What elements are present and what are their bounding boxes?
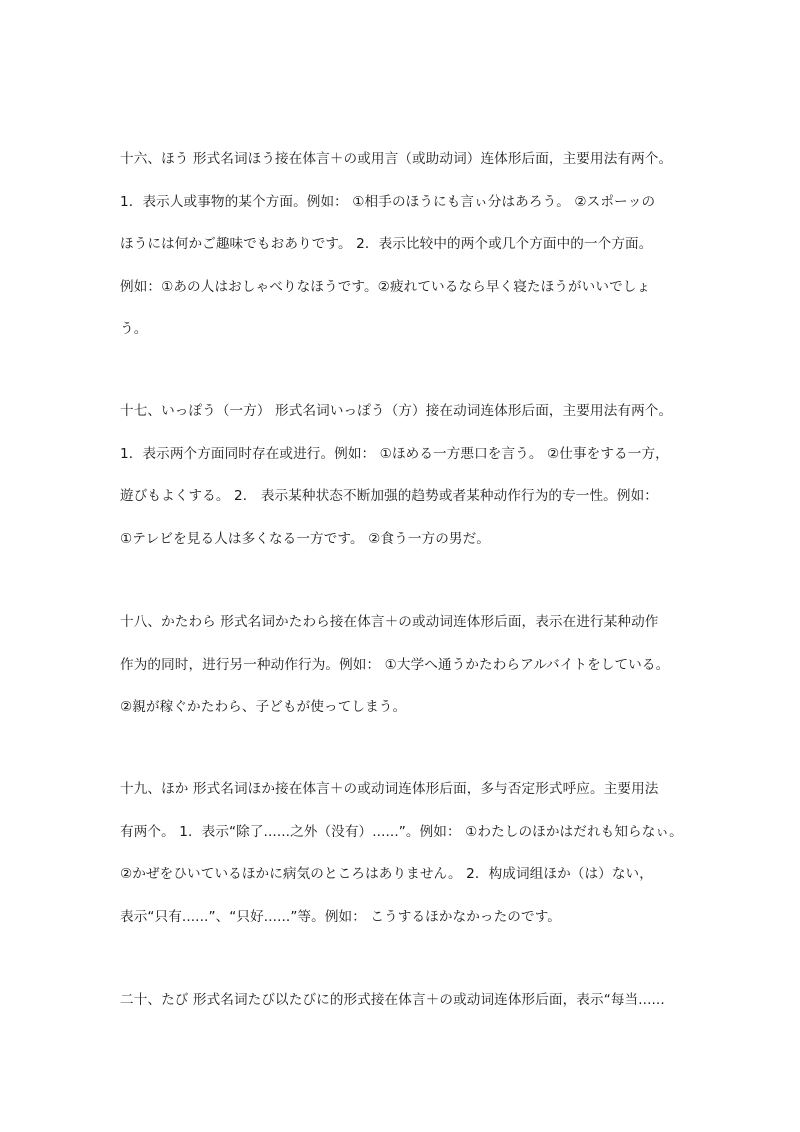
section-16-text-line: 例如：①あの人はおしゃべりなほうです。②疲れているなら早く寝たほうがいいでしょ: [120, 278, 651, 295]
section-19-text-line: 有两个。 1．表示“除了......之外（没有）......”。例如： ①わたしのほかはだれも知らなぃ。: [120, 823, 683, 840]
section-19-text-line: ②かぜをひいているほかに病気のところはありません。 2．构成词组ほか（は）ない，: [120, 866, 653, 883]
section-18-katawara: [120, 601, 690, 729]
section-16-heading-line: 十六、ほう 形式名词ほう接在体言＋の或用言（或助动词）连体形后面，主要用法有两个。: [120, 151, 673, 167]
section-18-text-line: 作为的同时，进行另一种动作行为。例如： ①大学へ通うかたわらアルバイトをしている。: [120, 656, 670, 673]
section-17-text-line: ①テレビを見る人は多くなる一方です。 ②食う一方の男だ。: [120, 530, 490, 547]
section-17-ippou: [120, 390, 690, 560]
section-19-heading-line: 十九、ほか 形式名词ほか接在体言＋の或动词连体形后面，多与否定形式呼应。主要用法: [120, 781, 659, 797]
section-19-text-line: 表示“只有......”、“只好......”等。例如： こうするほかなかったのです。: [120, 908, 561, 925]
section-17-text-line: 遊びもよくする。 2． 表示某种状态不断加强的趋势或者某种动作行为的专一性。例如：: [120, 488, 658, 505]
section-20-heading-line: 二十、たび 形式名词たび以たびに的形式接在体言＋の或动词连体形后面，表示“每当......: [120, 992, 665, 1008]
section-18-text-line: ②親が稼ぐかたわら、子どもが使ってしまう。: [120, 699, 407, 716]
section-17-text-line: 1．表示两个方面同时存在或进行。例如： ①ほめる一方悪口を言う。 ②仕事をする一方，: [120, 445, 669, 462]
section-16-text-line: う。: [120, 321, 148, 338]
section-18-heading-line: 十八、かたわら 形式名词かたわら接在体言＋の或动词连体形后面，表示在进行某种动作: [120, 614, 659, 630]
section-17-heading-line: 十七、いっぽう（一方） 形式名词いっぽう（方）接在动词连体形后面，主要用法有两个。: [120, 403, 673, 419]
section-19-hoka: [120, 768, 690, 938]
section-16-hou: [120, 138, 690, 351]
section-16-text-line: ほうには何かご趣味でもおありです。 2．表示比较中的两个或几个方面中的一个方面。: [120, 236, 653, 253]
section-16-text-line: 1．表示人或事物的某个方面。例如： ①相手のほうにも言ぃ分はあろう。 ②スポーッの: [120, 193, 656, 210]
section-20-tabi: [120, 979, 690, 1022]
